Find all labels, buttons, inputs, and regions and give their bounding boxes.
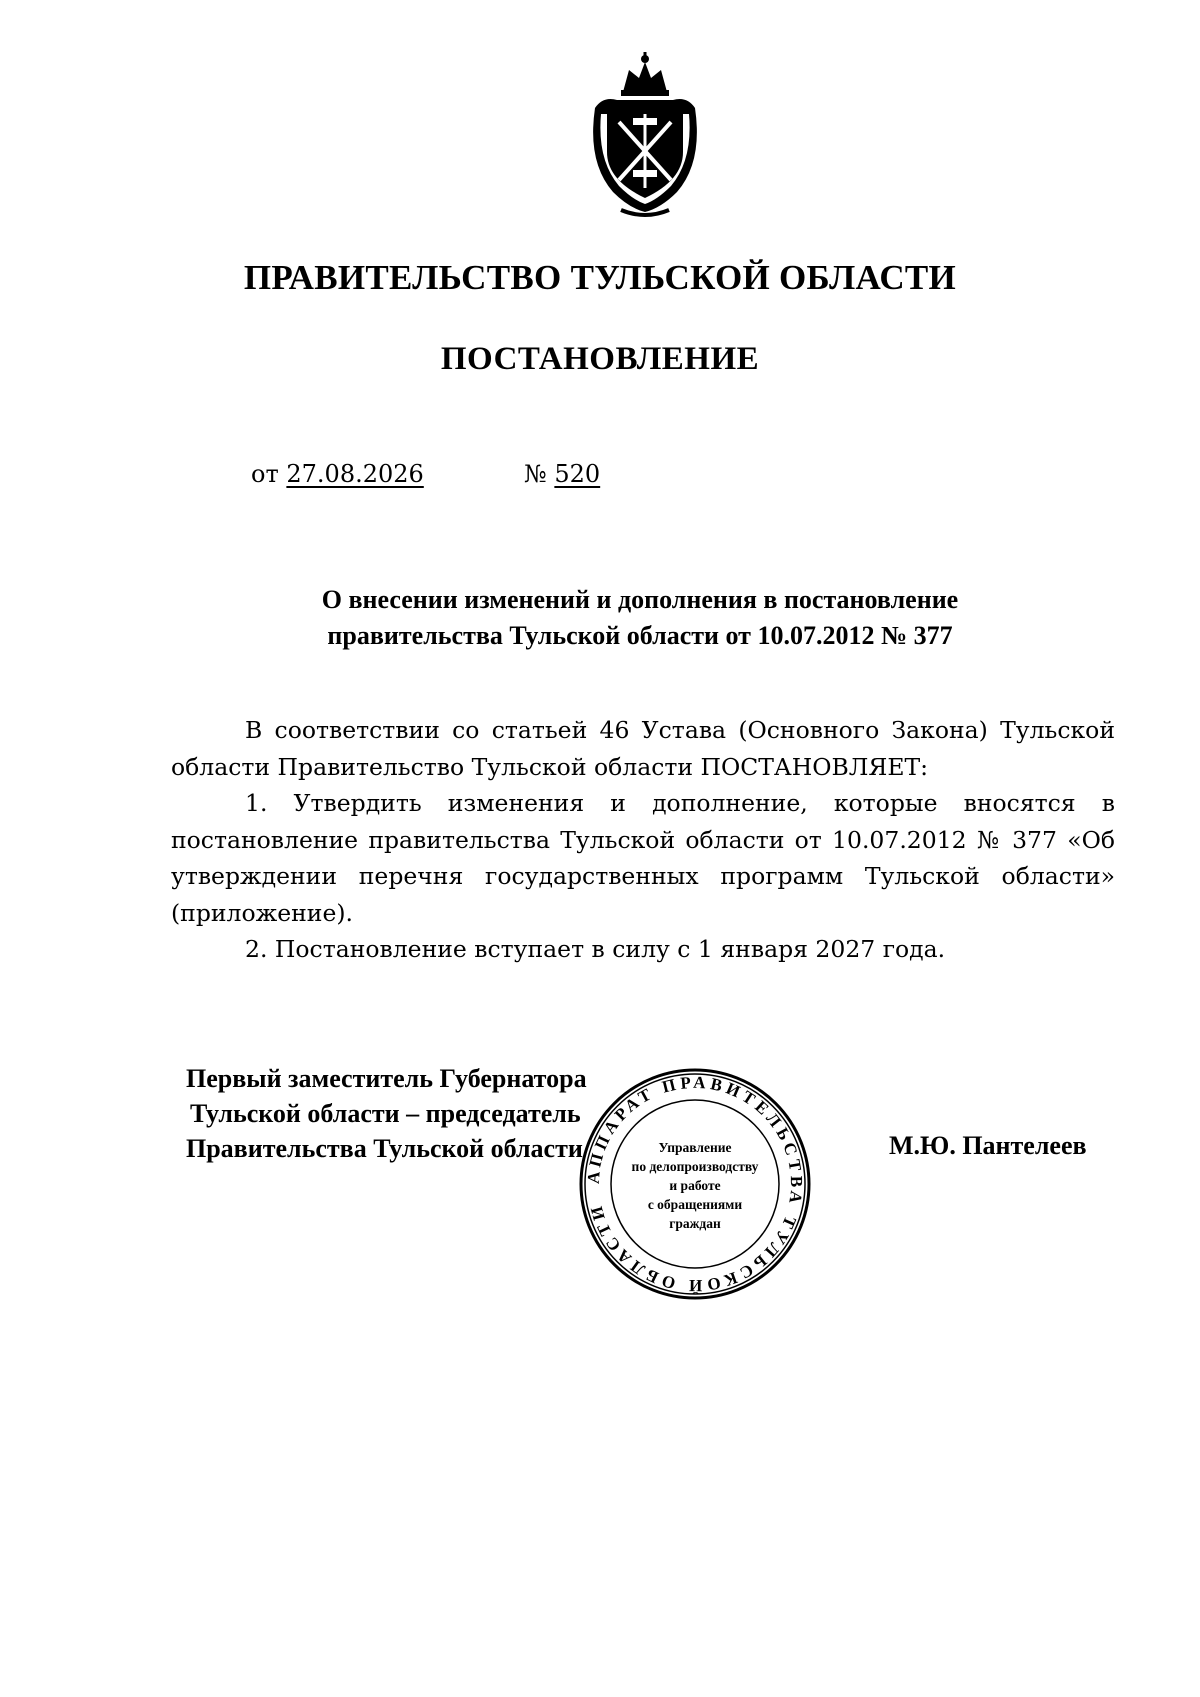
seal-inner-text [608, 1138, 782, 1233]
body-paragraph-item-1: 1. Утвердить изменения и дополнение, которые вносятся в постановление правительства Тульской области от 10.07.2012 № 377 «Об утверждении перечня государственных программ Тульской области» (приложение). [171, 789, 1115, 927]
signatory-name: М.Ю. Пантелеев [889, 1131, 1087, 1160]
document-body [171, 712, 1115, 968]
seal-inner-line-1: Управление [658, 1140, 732, 1155]
body-paragraph-item-2: 2. Постановление вступает в силу с 1 января 2027 года. [245, 935, 946, 963]
date-prefix: от [251, 460, 279, 488]
number-prefix: № [524, 460, 547, 488]
document-date [251, 460, 424, 488]
document-number [524, 460, 600, 488]
signatory-title-line-2: Тульской области – председатель [190, 1099, 581, 1128]
seal-inner-line-2: по делопроизводству [631, 1159, 759, 1174]
document-type: ПОСТАНОВЛЕНИЕ [440, 341, 760, 377]
body-paragraph-preamble: В соответствии со статьей 46 Устава (Основного Закона) Тульской области Правительство Тульской области ПОСТАНОВЛЯЕТ: [171, 716, 1115, 781]
signatory-title-line-1: Первый заместитель Губернатора [186, 1064, 587, 1093]
signatory-title [186, 1061, 646, 1166]
seal-inner-line-4: с обращениями [647, 1197, 743, 1212]
seal-ring-textpath: АППАРАТ ПРАВИТЕЛЬСТВА ТУЛЬСКОЙ ОБЛАСТИ [583, 1072, 807, 1296]
date-value: 27.08.2026 [286, 460, 424, 488]
signatory-title-line-3: Правительства Тульской области [186, 1134, 583, 1163]
subject-line-1: О внесении изменений и дополнения в постановление [321, 585, 959, 614]
document-subject [200, 582, 1080, 654]
subject-line-2: правительства Тульской области от 10.07.2012 № 377 [327, 621, 953, 650]
number-value: 520 [554, 460, 601, 488]
organization-title: ПРАВИТЕЛЬСТВО ТУЛЬСКОЙ ОБЛАСТИ [243, 258, 957, 297]
tula-coat-of-arms-icon [583, 52, 707, 218]
seal-inner-line-5: граждан [669, 1216, 721, 1231]
seal-inner-line-3: и работе [669, 1178, 721, 1193]
